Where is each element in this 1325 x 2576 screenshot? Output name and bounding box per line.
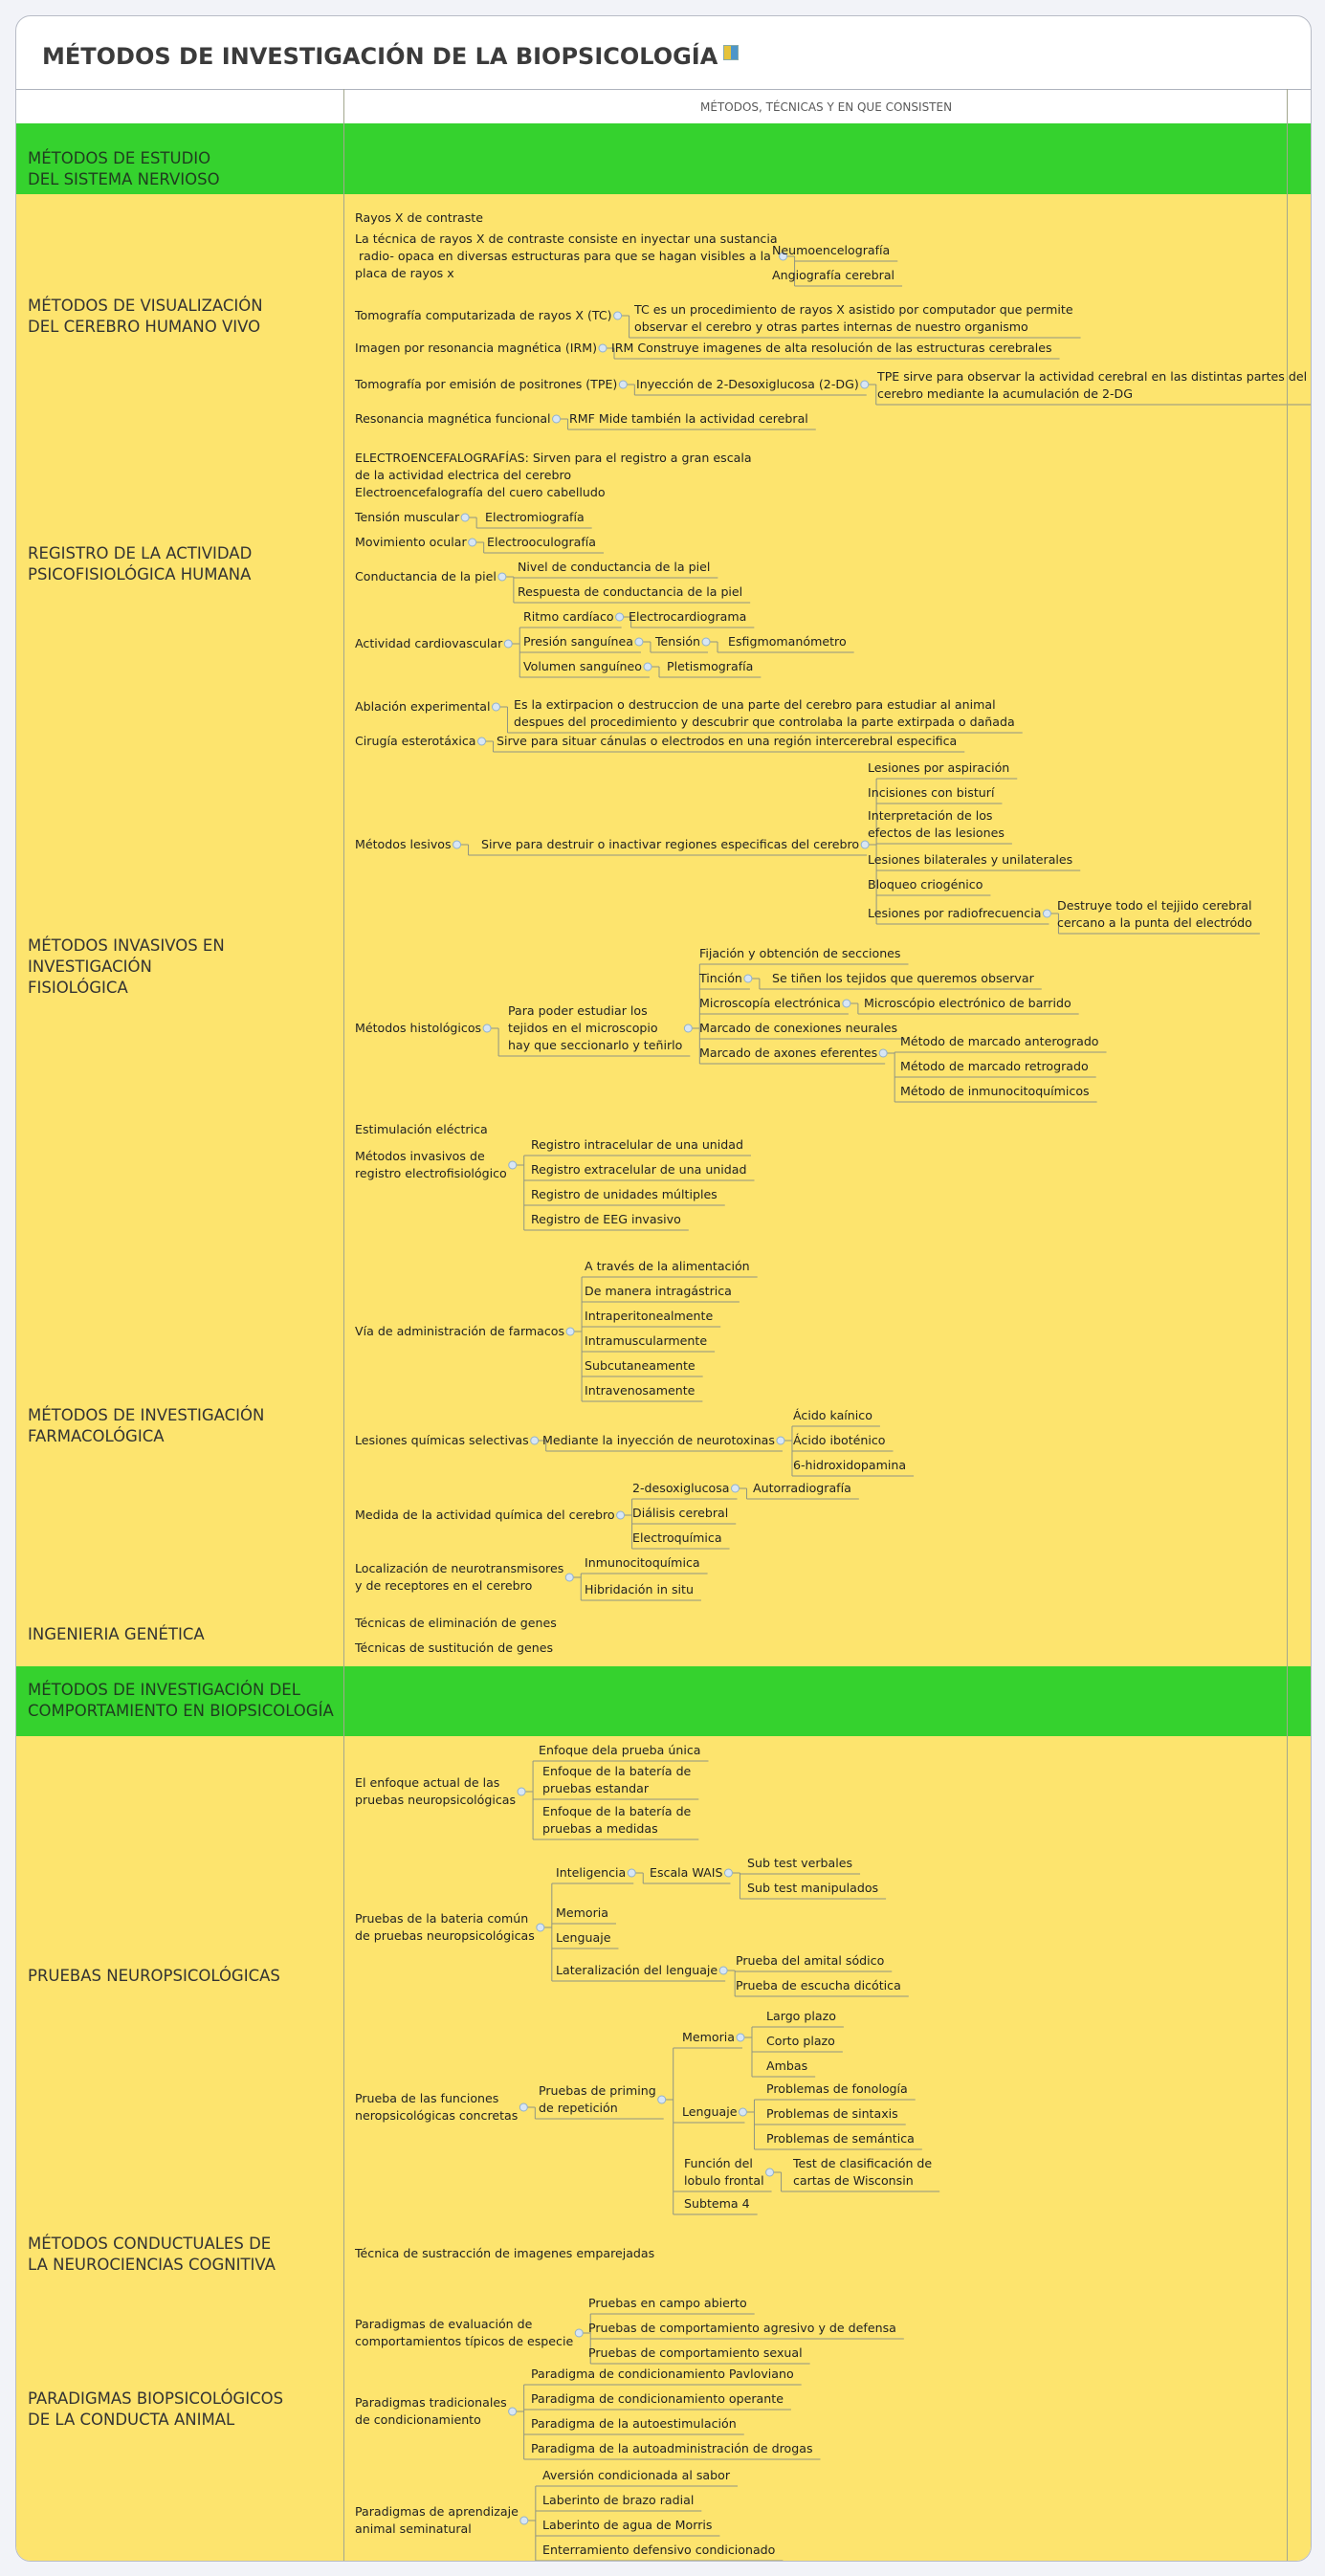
topic-row [16, 1666, 1311, 1737]
map-node[interactable]: Electrocardiograma [629, 609, 747, 624]
map-node[interactable]: Problemas de semántica [766, 2131, 915, 2146]
map-node[interactable]: Electroencefalografía del cuero cabelludo [355, 485, 606, 499]
map-node[interactable]: Diálisis cerebral [632, 1506, 729, 1520]
map-node[interactable]: Movimiento ocular [355, 535, 467, 549]
map-node[interactable]: Lesiones por aspiración [868, 760, 1010, 775]
map-node[interactable]: Para poder estudiar los tejidos en el microscopio hay que seccionarlo y teñirlo [508, 1003, 683, 1052]
map-node[interactable]: Pruebas de comportamiento agresivo y de defensa [588, 2321, 896, 2335]
map-node[interactable]: Registro de unidades múltiples [531, 1187, 718, 1201]
map-node[interactable]: Paradigmas de evaluación de comportamientos típicos de especie [355, 2317, 574, 2348]
connector-lines [16, 123, 1311, 194]
topic-row [16, 2289, 1311, 2562]
map-node[interactable]: Método de inmunocitoquímicos [900, 1084, 1090, 1098]
map-node[interactable]: Marcado de axones eferentes [699, 1046, 878, 1060]
map-node[interactable]: Método de marcado anterogrado [900, 1034, 1099, 1048]
map-node[interactable]: Prueba de las funciones neropsicológicas concretas [355, 2091, 519, 2123]
map-node[interactable]: Intraperitonealmente [585, 1309, 714, 1323]
map-node[interactable]: Estimulación eléctrica [355, 1122, 488, 1136]
map-node[interactable]: Sirve para situar cánulas o electrodos en una región intercerebral especifica [497, 734, 958, 748]
map-node[interactable]: ELECTROENCEFALOGRAFÍAS: Sirven para el registro a gran escala de la actividad electrica del cerebro [355, 451, 752, 482]
map-node[interactable]: 6-hidroxidopamina [793, 1458, 907, 1472]
map-node[interactable]: Corto plazo [766, 2034, 835, 2048]
collapse-toggle-icon [519, 2103, 527, 2111]
map-node[interactable]: Prueba del amital sódico [736, 1953, 885, 1968]
map-node[interactable]: Intravenosamente [585, 1383, 696, 1398]
topic-row [16, 2220, 1311, 2290]
collapse-toggle-icon [616, 613, 624, 621]
chart-icon [723, 45, 739, 60]
map-node[interactable]: Actividad cardiovascular [355, 636, 503, 650]
map-node[interactable]: Aversión condicionada al sabor [542, 2468, 731, 2482]
branch-line [688, 964, 699, 1064]
map-node[interactable]: RMF Mide también la actividad cerebral [569, 411, 808, 426]
map-node[interactable]: Prueba de escucha dicótica [736, 1978, 901, 1993]
map-node[interactable]: Cirugía esterotáxica [355, 734, 476, 748]
map-node[interactable]: Lesiones químicas selectivas [355, 1433, 529, 1447]
map-node[interactable]: Inmunocitoquímica [585, 1555, 700, 1570]
map-node[interactable]: Sub test verbales [747, 1856, 853, 1870]
map-node[interactable]: Paradigmas de aprendizaje animal seminatural [355, 2504, 519, 2536]
map-node[interactable]: Subtema 4 [684, 2196, 750, 2211]
topic-label: MÉTODOS INVASIVOS EN INVESTIGACIÓN FISIOLÓGICA [28, 936, 225, 997]
collapse-toggle-icon [619, 381, 627, 388]
map-node[interactable]: IRM Construye imagenes de alta resolución de las estructuras cerebrales [611, 341, 1052, 355]
map-node[interactable]: Lenguaje [682, 2104, 738, 2119]
collapse-toggle-icon [520, 2517, 528, 2524]
map-node[interactable]: Ácido kaínico [793, 1408, 872, 1422]
map-node[interactable]: Test de clasificación de cartas de Wisconsin [793, 2156, 933, 2188]
map-node[interactable]: Es la extirpacion o destruccion de una parte del cerebro para estudiar al animal despues del procedimiento y descubrir que controlaba la parte extirpada o dañada [514, 697, 1015, 729]
map-node[interactable]: Técnica de sustracción de imagenes emparejadas [355, 2246, 655, 2260]
map-node[interactable]: Técnicas de eliminación de genes [355, 1616, 557, 1630]
map-node[interactable]: Marcado de conexiones neurales [699, 1021, 898, 1035]
topic-row [16, 693, 1311, 1251]
map-node[interactable]: Registro intracelular de una unidad [531, 1137, 743, 1152]
collapse-toggle-icon [1043, 910, 1050, 917]
map-node[interactable]: Localización de neurotransmisores y de receptores en el cerebro [355, 1561, 564, 1593]
map-node[interactable]: Autorradiografía [753, 1481, 851, 1495]
map-node[interactable]: Electromiografía [485, 510, 585, 524]
collapse-toggle-icon [635, 638, 643, 646]
map-node[interactable]: Electroquímica [632, 1530, 722, 1545]
topic-label: PRUEBAS NEUROPSICOLÓGICAS [28, 1967, 280, 1985]
map-node[interactable]: Largo plazo [766, 2009, 836, 2023]
collapse-toggle-icon [483, 1024, 491, 1032]
map-node[interactable]: Paradigmas tradicionales de condicionamiento [355, 2395, 507, 2427]
map-node[interactable]: Problemas de sintaxis [766, 2106, 898, 2121]
collapse-toggle-icon [492, 703, 499, 711]
map-node[interactable]: Esfigmomanómetro [728, 634, 847, 649]
collapse-toggle-icon [469, 539, 476, 546]
column-header [16, 89, 1311, 125]
collapse-toggle-icon [658, 2096, 666, 2103]
collapse-toggle-icon [575, 2329, 583, 2337]
collapse-toggle-icon [509, 2408, 517, 2415]
map-node[interactable]: 2-desoxiglucosa [632, 1481, 730, 1495]
map-node[interactable]: El enfoque actual de las pruebas neuropsicológicas [355, 1775, 517, 1807]
map-node[interactable]: Se tiñen los tejidos que queremos observar [772, 971, 1034, 985]
topic-label: MÉTODOS DE ESTUDIO DEL SISTEMA NERVIOSO [28, 149, 220, 188]
branch-line [662, 2048, 674, 2214]
topic-label: MÉTODOS DE VISUALIZACIÓN DEL CEREBRO HUMANO VIVO [28, 297, 263, 336]
collapse-toggle-icon [478, 738, 486, 745]
map-node[interactable]: Fijación y obtención de secciones [699, 946, 901, 960]
map-node[interactable]: Método de marcado retrogrado [900, 1059, 1089, 1073]
map-node[interactable]: Ablación experimental [355, 699, 491, 714]
topic-row [16, 1607, 1311, 1667]
collapse-toggle-icon [553, 415, 561, 423]
branch-line [521, 1761, 533, 1839]
map-node[interactable]: Métodos invasivos de registro electrofisiológico [355, 1149, 507, 1180]
collapse-toggle-icon [461, 514, 469, 521]
map-node[interactable]: Paradigma de condicionamiento operante [531, 2391, 784, 2406]
map-node[interactable]: Función del lobulo frontal [684, 2156, 764, 2188]
branch-line [883, 1052, 894, 1102]
topic-row [16, 1250, 1311, 1608]
topic-label: REGISTRO DE LA ACTIVIDAD PSICOFISIOLÓGICA HUMANA [28, 544, 253, 583]
map-node[interactable]: La técnica de rayos X de contraste consiste en inyectar una sustancia radio- opaca en diversas estructuras para que se hagan visibles a la placa de rayos x [355, 231, 778, 280]
map-node[interactable]: Nivel de conductancia de la piel [518, 560, 711, 574]
map-node[interactable]: Imagen por resonancia magnética (IRM) [355, 341, 597, 355]
map-node[interactable]: Registro extracelular de una unidad [531, 1162, 747, 1177]
collapse-toggle-icon [684, 1024, 692, 1032]
topic-label: MÉTODOS DE INVESTIGACIÓN DEL COMPORTAMIENTO EN BIOPSICOLOGÍA [28, 1681, 334, 1720]
map-node[interactable]: Pruebas de comportamiento sexual [588, 2345, 803, 2360]
map-node[interactable]: Métodos lesivos [355, 837, 452, 851]
map-node[interactable]: Inyección de 2-Desoxiglucosa (2-DG) [636, 377, 859, 391]
map-node[interactable]: Paradigma de la autoadministración de drogas [531, 2441, 813, 2455]
mind-map-sheet [15, 15, 1312, 2562]
map-node[interactable]: Enterramiento defensivo condicionado [542, 2543, 776, 2557]
collapse-toggle-icon [531, 1437, 539, 1444]
map-node[interactable]: Ácido iboténico [793, 1433, 886, 1447]
collapse-toggle-icon [861, 841, 869, 848]
collapse-toggle-icon [879, 1049, 887, 1057]
map-node[interactable]: Angiografía cerebral [772, 268, 895, 282]
map-node[interactable]: Tensión muscular [355, 510, 460, 524]
topic-label: MÉTODOS CONDUCTUALES DE LA NEUROCIENCIAS COGNITIVA [28, 2235, 276, 2274]
map-node[interactable]: Lesiones por radiofrecuencia [868, 906, 1042, 920]
map-node[interactable]: Métodos histológicos [355, 1021, 482, 1035]
topic-row [16, 442, 1311, 694]
topic-row [16, 1736, 1311, 2221]
map-node[interactable]: Laberinto de brazo radial [542, 2493, 695, 2507]
map-node[interactable]: Enfoque de la batería de pruebas a medidas [542, 1804, 692, 1836]
topic-row [16, 194, 1311, 443]
map-node[interactable]: Sub test manipulados [747, 1881, 879, 1895]
map-node[interactable]: Registro de EEG invasivo [531, 1212, 681, 1226]
map-node[interactable]: Volumen sanguíneo [523, 659, 642, 673]
collapse-toggle-icon [861, 381, 869, 388]
collapse-toggle-icon [777, 1437, 784, 1444]
map-node[interactable]: Interpretación de los efectos de las lesiones [868, 808, 1005, 840]
map-node[interactable]: Presión sanguínea [523, 634, 633, 649]
collapse-toggle-icon [702, 638, 710, 646]
map-node[interactable]: Memoria [682, 2030, 735, 2044]
map-node[interactable]: Inteligencia [556, 1865, 627, 1880]
map-node[interactable]: Microscopía electrónica [699, 996, 841, 1010]
map-node[interactable]: Paradigma de la autoestimulación [531, 2416, 737, 2431]
map-node[interactable]: Ritmo cardíaco [523, 609, 614, 624]
column-divider [343, 89, 344, 2561]
collapse-toggle-icon [614, 312, 622, 319]
map-node[interactable]: Memoria [556, 1905, 608, 1920]
map-node[interactable]: A través de la alimentación [585, 1259, 750, 1273]
map-node[interactable]: Lateralización del lenguaje [556, 1963, 718, 1977]
collapse-toggle-icon [498, 573, 506, 581]
collapse-toggle-icon [509, 1161, 517, 1169]
collapse-toggle-icon [732, 1485, 740, 1492]
map-node[interactable]: Paradigma de condicionamiento Pavloviano [531, 2367, 794, 2381]
topic-label: PARADIGMAS BIOPSICOLÓGICOS DE LA CONDUCTA ANIMAL [28, 2389, 284, 2429]
topic-row [16, 123, 1311, 195]
collapse-toggle-icon [518, 1788, 525, 1795]
map-node[interactable]: Enfoque dela prueba única [539, 1743, 701, 1757]
map-node[interactable]: Vía de administración de farmacos [355, 1324, 565, 1338]
map-node[interactable]: Tensión [655, 634, 701, 649]
connector-lines [16, 1666, 1311, 1736]
collapse-toggle-icon [504, 640, 512, 648]
map-node[interactable]: Técnicas de sustitución de genes [355, 1640, 554, 1655]
map-node[interactable]: Pruebas en campo abierto [588, 2296, 747, 2310]
topic-label: MÉTODOS DE INVESTIGACIÓN FARMACOLÓGICA [28, 1406, 265, 1445]
map-node[interactable]: Neumoencelografía [772, 243, 891, 257]
collapse-toggle-icon [644, 663, 651, 671]
map-node[interactable]: Hibridación in situ [585, 1582, 694, 1596]
collapse-toggle-icon [599, 344, 607, 352]
map-node[interactable]: Incisiones con bisturí [868, 785, 995, 800]
map-node[interactable]: Escala WAIS [650, 1865, 723, 1880]
map-node[interactable]: De manera intragástrica [585, 1284, 732, 1298]
collapse-toggle-icon [566, 1328, 574, 1335]
map-node[interactable]: Lesiones bilaterales y unilaterales [868, 852, 1073, 867]
map-node[interactable]: Lenguaje [556, 1930, 611, 1945]
map-node[interactable]: Tomografía por emisión de positrones (TPE) [355, 377, 618, 391]
map-node[interactable]: Electrooculografía [487, 535, 597, 549]
map-node[interactable]: Mediante la inyección de neurotoxinas [542, 1433, 775, 1447]
column-header-text: MÉTODOS, TÉCNICAS Y EN QUE CONSISTEN [700, 100, 953, 114]
topic-label: INGENIERIA GENÉTICA [28, 1625, 205, 1643]
branch-line [513, 2385, 524, 2459]
map-node[interactable]: Pruebas de la bateria común de pruebas neuropsicológicas [355, 1911, 535, 1943]
collapse-toggle-icon [737, 2034, 744, 2041]
map-node[interactable]: Laberinto de agua de Morris [542, 2518, 713, 2532]
map-node[interactable]: Respuesta de conductancia de la piel [518, 584, 743, 599]
map-node[interactable]: Sirve para destruir o inactivar regiones especificas del cerebro [481, 837, 860, 851]
map-node[interactable]: Pruebas de priming de repetición [539, 2083, 656, 2115]
connector-lines [16, 2220, 1311, 2289]
map-node[interactable]: Ambas [766, 2059, 808, 2073]
branch-line [508, 627, 519, 677]
map-node[interactable]: Intramuscularmente [585, 1333, 708, 1348]
map-node[interactable]: Conductancia de la piel [355, 569, 497, 583]
connector-lines [16, 1607, 1311, 1666]
collapse-toggle-icon [628, 1869, 635, 1877]
branch-line [487, 1028, 498, 1056]
map-node[interactable]: Rayos X de contraste [355, 210, 483, 225]
map-node[interactable]: Microscópio electrónico de barrido [864, 996, 1071, 1010]
collapse-toggle-icon [766, 2169, 774, 2176]
branch-line [621, 1499, 632, 1549]
collapse-toggle-icon [565, 1574, 573, 1581]
collapse-toggle-icon [739, 2108, 746, 2116]
branch-line [541, 1883, 552, 1981]
map-node[interactable]: Resonancia magnética funcional [355, 411, 551, 426]
map-node[interactable]: Tinción [699, 971, 742, 985]
map-node[interactable]: Problemas de fonología [766, 2081, 908, 2096]
right-divider [1287, 89, 1288, 2561]
collapse-toggle-icon [719, 1967, 727, 1974]
map-node[interactable]: TPE sirve para observar la actividad cerebral en las distintas partes del cerebro mediante la acumulación de 2-DG [877, 369, 1308, 401]
branch-line [570, 1277, 582, 1401]
collapse-toggle-icon [453, 841, 461, 848]
map-node[interactable]: Subcutaneamente [585, 1358, 696, 1373]
collapse-toggle-icon [537, 1924, 544, 1931]
branch-line [742, 2100, 754, 2149]
document-title [42, 43, 739, 70]
map-node[interactable]: Enfoque de la batería de pruebas estandar [542, 1764, 692, 1795]
map-node[interactable]: Destruye todo el tejjido cerebral cercano a la punta del electródo [1057, 898, 1252, 930]
collapse-toggle-icon [744, 975, 752, 982]
title-text: MÉTODOS DE INVESTIGACIÓN DE LA BIOPSICOLOGÍA [42, 43, 718, 70]
collapse-toggle-icon [843, 1000, 850, 1007]
map-node[interactable]: Pletismografía [667, 659, 754, 673]
collapse-toggle-icon [617, 1511, 625, 1519]
map-node[interactable]: TC es un procedimiento de rayos X asistido por computador que permite observar el cerebro y otras partes internas de nuestro organismo [634, 302, 1073, 334]
map-node[interactable]: Medida de la actividad química del cerebro [355, 1508, 615, 1522]
map-node[interactable]: Tomografía computarizada de rayos X (TC) [355, 308, 612, 322]
map-node[interactable]: Bloqueo criogénico [868, 877, 983, 892]
collapse-toggle-icon [724, 1869, 732, 1877]
